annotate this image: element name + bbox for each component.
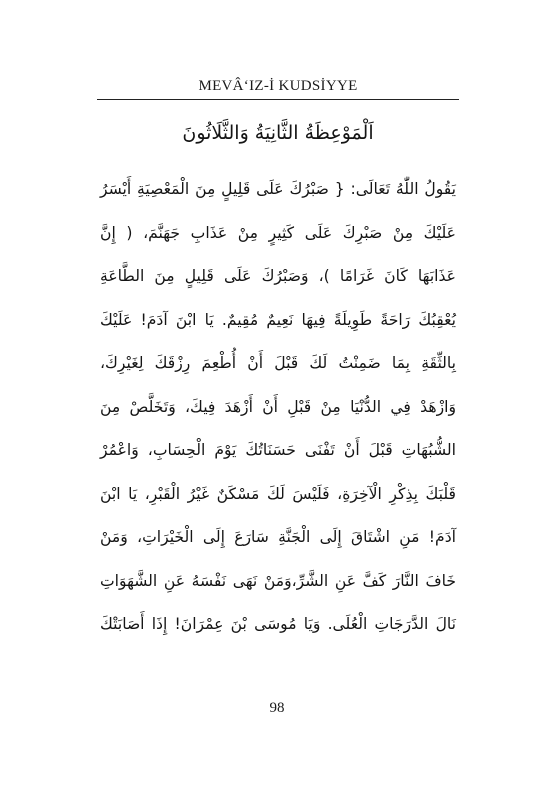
text-line: نَالَ الدَّرَجَاتِ الْعُلَى. وَيَا مُوسَى بْنَ عِمْرَانَ! إِذَا أَصَابَتْكَ <box>100 615 456 633</box>
header-rule <box>97 99 459 100</box>
text-line: آدَمَ! مَنِ اشْتَاقَ إِلَى الْجَنَّةِ سَارَعَ إِلَى الْخَيْرَاتِ، وَمَنْ <box>100 528 456 546</box>
text-line: عَلَيْكَ مِنْ صَبْرِكَ عَلَى كَثِيرٍ مِنْ عَذَابِ جَهَنَّمَ، ( إِنَّ <box>100 223 456 242</box>
page-number: 98 <box>269 700 285 716</box>
text-line: يُعْقِبُكَ رَاحَةً طَوِيلَةً فِيهَا نَعِيمٌ مُقِيمٌ. يَا ابْنَ آدَمَ! عَلَيْكَ <box>100 310 456 329</box>
running-header-title: MEVÂ‘IZ-İ KUDSİYYE <box>198 78 358 94</box>
text-line: بِالثِّقَةِ بِمَا ضَمِنْتُ لَكَ قَبْلَ أَنْ أُطْعِمَ رِزْقَكَ لِغَيْرِكَ، <box>100 354 456 372</box>
text-line: الشُّبُهَاتِ قَبْلَ أَنْ تَفْنَى حَسَنَاتُكَ يَوْمَ الْحِسَابِ، وَاعْمُرْ <box>100 441 456 459</box>
text-line: يَقُولُ اللّٰهُ تَعَالَى: { صَبْرُكَ عَلَى قَلِيلٍ مِنَ الْمَعْصِيَةِ أَيْسَرُ <box>100 180 456 198</box>
text-line: قَلْبَكَ بِذِكْرِ الْآخِرَةِ، فَلَيْسَ لَكَ مَسْكَنٌ غَيْرُ الْقَبْرِ، يَا ابْنَ <box>100 484 456 503</box>
text-line: خَافَ النَّارَ كَفَّ عَنِ الشَّرِّ،وَمَنْ نَهَى نَفْسَهُ عَنِ الشَّهَوَاتِ <box>100 571 456 590</box>
text-line: وَازْهَدْ فِي الدُّنْيَا مِنْ قَبْلِ أَنْ أَزْهَدَ فِيكَ، وَتَخَلَّصْ مِنَ <box>100 397 456 416</box>
body-text <box>100 168 456 647</box>
text-line: عَذَابَهَا كَانَ غَرَامًا )، وَصَبْرُكَ عَلَى قَلِيلٍ مِنَ الطَّاعَةِ <box>100 267 456 285</box>
section-title: اَلْمَوْعِظَةُ الثَّانِيَةُ وَالثَّلَاثُونَ <box>182 122 374 144</box>
